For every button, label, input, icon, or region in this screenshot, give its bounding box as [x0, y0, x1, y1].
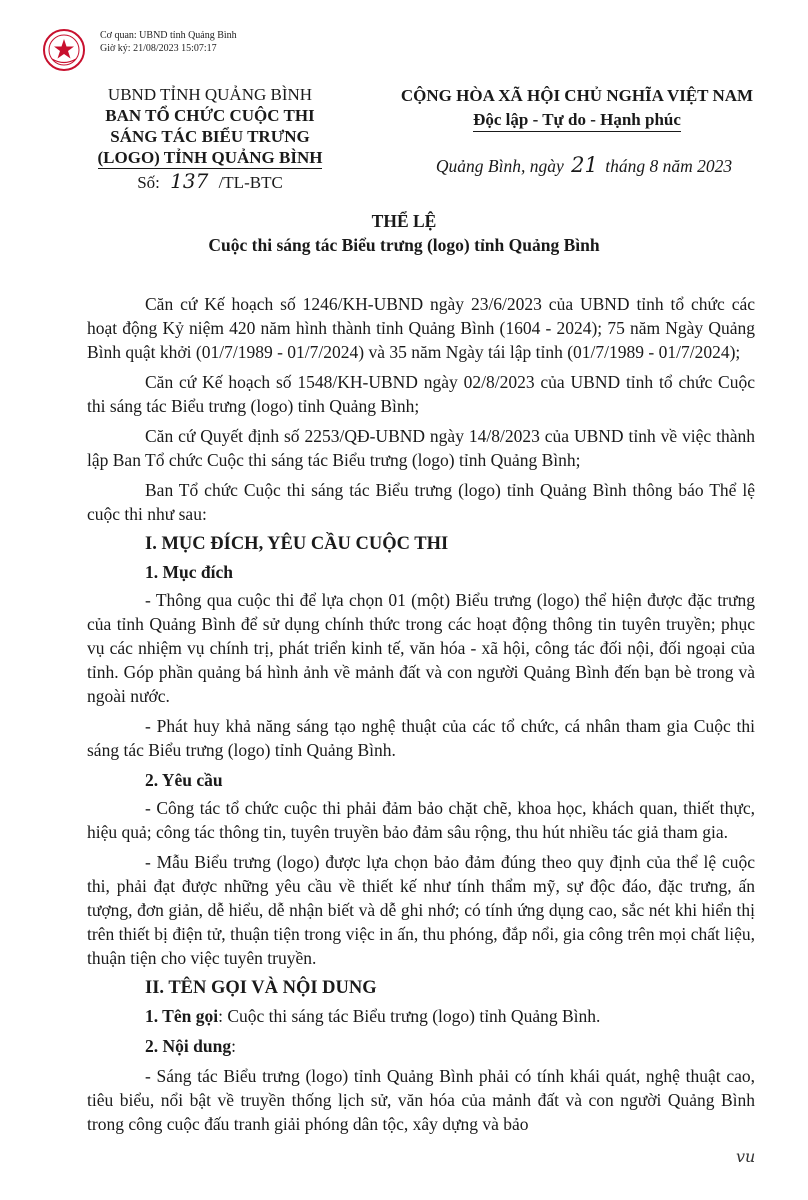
state-emblem-seal-icon [42, 28, 86, 72]
inline-heading: 1. Tên gọi [145, 1006, 219, 1026]
date-prefix: Quảng Bình, ngày [435, 156, 564, 176]
national-header [392, 84, 762, 132]
issuing-authority-header [80, 84, 340, 193]
paragraph: - Phát huy khả năng sáng tạo nghệ thuật của các tổ chức, cá nhân tham gia Cuộc thi sáng tác Biểu trưng (logo) tỉnh Quảng Bình. [87, 716, 755, 760]
docno-suffix: /TL-BTC [218, 173, 283, 192]
national-motto: Độc lập - Tự do - Hạnh phúc [473, 109, 681, 132]
paragraph: - Thông qua cuộc thi để lựa chọn 01 (một) Biểu trưng (logo) thể hiện được đặc trưng của tỉnh Quảng Bình để sử dụng chính thức trong các hoạt động thông tin tuyên truyền; phục vụ các nhiệm vụ chính trị, phát triển kinh tế, văn hóa - xã hội, công tác đối nội, đối ngoại của tỉnh. Góp phần quảng bá hình ảnh về mảnh đất và con người Quảng Bình đến bạn bè trong và ngoài nước. [87, 590, 755, 706]
docno-prefix: Số: [137, 173, 160, 192]
org-name-line3: (LOGO) TỈNH QUẢNG BÌNH [97, 148, 323, 167]
subsection-heading: 2. Yêu cầu [145, 770, 223, 790]
signature-agency: Cơ quan: UBND tỉnh Quảng Bình [100, 30, 237, 41]
paragraph: Ban Tổ chức Cuộc thi sáng tác Biểu trưng (logo) tỉnh Quảng Bình thông báo Thể lệ cuộc thi như sau: [87, 480, 755, 524]
section-heading: I. MỤC ĐÍCH, YÊU CẦU CUỘC THI [145, 534, 449, 554]
paragraph: Căn cứ Quyết định số 2253/QĐ-UBND ngày 14/8/2023 của UBND tỉnh về việc thành lập Ban Tổ chức Cuộc thi sáng tác Biểu trưng (logo) tỉnh Quảng Bình; [87, 426, 755, 470]
paragraph: Căn cứ Kế hoạch số 1246/KH-UBND ngày 23/6/2023 của UBND tỉnh tổ chức các hoạt động Kỷ niệm 420 năm hình thành tỉnh Quảng Bình (1604 - 2024); 75 năm Ngày Quảng Bình quật khởi (01/7/1989 - 01/7/2024) và 35 năm Ngày tái lập tỉnh (01/7/1989 - 01/7/2024); [87, 294, 755, 362]
date-suffix: tháng 8 năm 2023 [605, 156, 733, 176]
document-number [80, 171, 340, 193]
docno-number: 137 [170, 169, 209, 193]
document-body [87, 292, 755, 1142]
country-name: CỘNG HÒA XÃ HỘI CHỦ NGHĨA VIỆT NAM [400, 86, 754, 105]
place-date [404, 153, 764, 177]
paragraph: Căn cứ Kế hoạch số 1548/KH-UBND ngày 02/8/2023 của UBND tỉnh tổ chức Cuộc thi sáng tác Biểu trưng (logo) tỉnh Quảng Bình; [87, 372, 755, 416]
subsection-heading: 1. Mục đích [145, 562, 233, 582]
handwritten-initials: vu [736, 1147, 756, 1166]
section-heading: II. TÊN GỌI VÀ NỘI DUNG [145, 978, 377, 998]
date-day: 21 [571, 153, 598, 177]
paragraph: - Sáng tác Biểu trưng (logo) tỉnh Quảng Bình phải có tính khái quát, nghệ thuật cao, tiêu biểu, nổi bật về truyền thống lịch sử, văn hóa của mảnh đất và con người Quảng Bình trong công cuộc đấu tranh giải phóng dân tộc, xây dựng và bảo [87, 1066, 755, 1134]
document-subtitle: Cuộc thi sáng tác Biểu trưng (logo) tỉnh Quảng Bình [208, 235, 600, 255]
paragraph [87, 1004, 755, 1028]
paragraph: - Công tác tổ chức cuộc thi phải đảm bảo chặt chẽ, khoa học, khách quan, thiết thực, hiệu quả; công tác thông tin, tuyên truyền bảo đảm sâu rộng, thu hút nhiều tác giả tham gia. [87, 798, 755, 842]
digital-signature-info [100, 29, 237, 55]
inline-text: : [231, 1036, 236, 1056]
paragraph: - Mẫu Biểu trưng (logo) được lựa chọn bảo đảm đúng theo quy định của thể lệ cuộc thi, phải đạt được những yêu cầu về thiết kế như tính thẩm mỹ, sự độc đáo, đặc trưng, ấn tượng, đơn giản, dễ hiểu, dễ nhận biết và dễ ghi nhớ; có tính ứng dụng cao, sắc nét khi hiển thị trên thiết bị điện tử, thuận tiện trong việc in ấn, thu phóng, đắp nổi, gia công trên mọi chất liệu, thuận tiện cho việc tuyên truyền. [87, 852, 755, 968]
agency-name: UBND TỈNH QUẢNG BÌNH [107, 85, 313, 104]
org-name-line2: SÁNG TÁC BIỂU TRƯNG [110, 127, 310, 146]
paragraph [87, 1034, 755, 1058]
inline-heading: 2. Nội dung [145, 1036, 232, 1056]
inline-text: : Cuộc thi sáng tác Biểu trưng (logo) tỉnh Quảng Bình. [218, 1006, 601, 1026]
signature-time: Giờ ký: 21/08/2023 15:07:17 [100, 43, 217, 54]
document-title: THỂ LỆ [371, 211, 437, 231]
org-name-line1: BAN TỔ CHỨC CUỘC THI [105, 106, 315, 125]
